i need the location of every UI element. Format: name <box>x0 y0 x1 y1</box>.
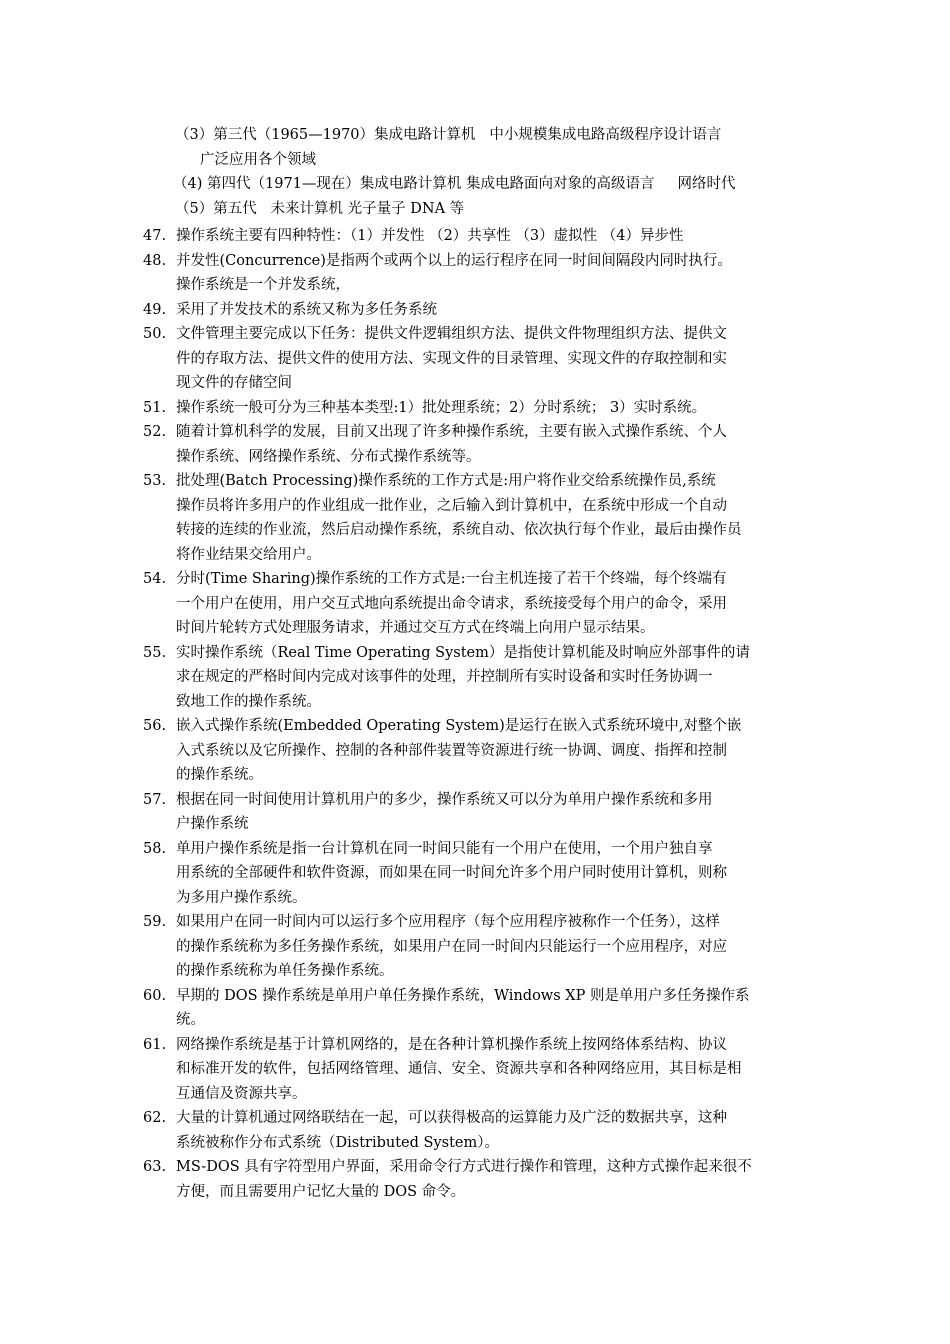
list-item <box>130 224 820 249</box>
list-item <box>130 910 820 984</box>
item-text-line: 现文件的存储空间 <box>176 375 292 391</box>
item-number: 63. <box>143 1159 167 1175</box>
item-number: 58. <box>143 840 167 857</box>
item-text <box>176 837 820 911</box>
item-text-line: 将作业结果交给用户。 <box>176 546 321 563</box>
item-number: 53. <box>143 473 167 489</box>
list-item <box>130 567 820 641</box>
item-number: 50. <box>143 326 167 342</box>
item-text-line: 求在规定的严格时间内完成对该事件的处理，并控制所有实时设备和实时任务协调一 <box>176 669 713 685</box>
generation-4-line: （4) 第四代（1971—现在）集成电路计算机 集成电路面向对象的高级语言 网络时代 <box>173 176 736 192</box>
item-text-line: 的操作系统。 <box>176 767 263 783</box>
item-text-line: 件的存取方法、提供文件的使用方法、实现文件的目录管理、实现文件的存取控制和实 <box>176 350 727 367</box>
item-text <box>176 1155 820 1204</box>
item-text-line: 随着计算机科学的发展，目前又出现了许多种操作系统，主要有嵌入式操作系统、个人 <box>176 424 727 440</box>
item-text-line: 转接的连续的作业流，然后启动操作系统，系统自动、依次执行每个作业，最后由操作员 <box>176 522 742 538</box>
list-item <box>130 469 820 567</box>
item-text <box>176 224 820 249</box>
item-text <box>176 714 820 788</box>
item-text-line: 操作系统一般可分为三种基本类型:1）批处理系统；2）分时系统； 3）实时系统。 <box>176 399 707 416</box>
list-item <box>130 984 820 1033</box>
item-number: 61. <box>143 1036 167 1053</box>
item-text-line: 的操作系统称为多任务操作系统，如果用户在同一时间内只能运行一个应用程序，对应 <box>176 938 727 955</box>
item-text-line: 根据在同一时间使用计算机用户的多少，操作系统又可以分为单用户操作系统和多用 <box>176 791 713 808</box>
item-text-line: 操作员将许多用户的作业组成一批作业，之后输入到计算机中，在系统中形成一个自动 <box>176 497 727 514</box>
item-number: 57. <box>143 791 167 808</box>
item-text-line: 网络操作系统是基于计算机网络的，是在各种计算机操作系统上按网络体系结构、协议 <box>176 1036 727 1053</box>
item-number: 59. <box>143 914 167 930</box>
item-text-line: 操作系统主要有四种特性：（1）并发性 （2）共享性 （3）虚拟性 （4）异步性 <box>176 228 684 244</box>
list-item <box>130 322 820 396</box>
generation-3-line: （3）第三代（1965—1970）集成电路计算机 中小规模集成电路高级程序设计语言 <box>175 127 722 143</box>
item-text-line: 一个用户在使用，用户交互式地向系统提出命令请求，系统接受每个用户的命令，采用 <box>176 595 727 612</box>
item-text-line: MS-DOS 具有字符型用户界面，采用命令行方式进行操作和管理，这种方式操作起来很不 <box>176 1159 752 1175</box>
item-text-line: 如果用户在同一时间内可以运行多个应用程序（每个应用程序被称作一个任务），这样 <box>176 914 720 930</box>
item-number: 56. <box>143 718 167 734</box>
item-number: 49. <box>143 301 167 318</box>
item-text <box>176 910 820 984</box>
list-item <box>130 837 820 911</box>
list-item <box>130 1155 820 1204</box>
list-item <box>130 249 820 298</box>
item-text-line: 单用户操作系统是指一台计算机在同一时间只能有一个用户在使用，一个用户独自享 <box>176 840 713 857</box>
item-text-line: 时间片轮转方式处理服务请求，并通过交互方式在终端上向用户显示结果。 <box>176 620 655 636</box>
list-item <box>130 1033 820 1107</box>
item-text-line: 统。 <box>176 1012 205 1028</box>
item-text-line: 为多用户操作系统。 <box>176 889 307 906</box>
item-text-line: 的操作系统称为单任务操作系统。 <box>176 963 394 979</box>
list-item <box>130 641 820 715</box>
generation-3-continuation: 广泛应用各个领域 <box>200 151 316 168</box>
list-item <box>130 396 820 421</box>
item-number: 55. <box>143 644 167 661</box>
item-text-line: 批处理(Batch Processing)操作系统的工作方式是:用户将作业交给系统操作员,系统 <box>176 473 716 489</box>
item-text <box>176 249 820 298</box>
list-item <box>130 1106 820 1155</box>
item-text-line: 和标准开发的软件，包括网络管理、通信、安全、资源共享和各种网络应用，其目标是相 <box>176 1061 742 1077</box>
item-text <box>176 298 820 323</box>
item-text-line: 大量的计算机通过网络联结在一起，可以获得极高的运算能力及广泛的数据共享，这种 <box>176 1110 727 1126</box>
item-text-line: 互通信及资源共享。 <box>176 1085 307 1102</box>
item-text <box>176 788 820 837</box>
item-text-line: 致地工作的操作系统。 <box>176 693 321 710</box>
item-text <box>176 567 820 641</box>
item-text <box>176 469 820 567</box>
list-item <box>130 788 820 837</box>
item-text-line: 文件管理主要完成以下任务：提供文件逻辑组织方法、提供文件物理组织方法、提供文 <box>176 326 727 342</box>
item-number: 48. <box>143 252 167 269</box>
item-text-line: 入式系统以及它所操作、控制的各种部件装置等资源进行统一协调、调度、指挥和控制 <box>176 742 727 759</box>
item-text-line: 早期的 DOS 操作系统是单用户单任务操作系统，Windows XP 则是单用户多任务操作系 <box>176 987 750 1004</box>
item-text-line: 分时(Time Sharing)操作系统的工作方式是:一台主机连接了若干个终端，每个终端有 <box>176 571 727 587</box>
item-text <box>176 641 820 715</box>
item-text <box>176 420 820 469</box>
item-text-line: 操作系统是一个并发系统， <box>176 277 350 293</box>
item-text <box>176 396 820 421</box>
item-text-line: 并发性(Concurrence)是指两个或两个以上的运行程序在同一时间间隔段内同时执行。 <box>176 252 732 269</box>
item-number: 51. <box>143 399 167 416</box>
item-text-line: 操作系统、网络操作系统、分布式操作系统等。 <box>176 448 481 465</box>
item-text <box>176 1106 820 1155</box>
item-number: 47. <box>143 228 167 244</box>
item-text-line: 户操作系统 <box>176 816 249 832</box>
item-text-line: 采用了并发技术的系统又称为多任务系统 <box>176 301 437 318</box>
numbered-list <box>130 224 820 1204</box>
generation-5-line: （5）第五代 未来计算机 光子量子 DNA 等 <box>175 200 465 217</box>
item-number: 62. <box>143 1110 167 1126</box>
list-item <box>130 714 820 788</box>
item-text-line: 方便，而且需要用户记忆大量的 DOS 命令。 <box>176 1183 466 1200</box>
list-item <box>130 420 820 469</box>
list-item <box>130 298 820 323</box>
item-text-line: 实时操作系统（Real Time Operating System）是指使计算机能及时响应外部事件的请 <box>176 644 750 661</box>
item-number: 54. <box>143 571 167 587</box>
item-text <box>176 322 820 396</box>
item-text <box>176 1033 820 1107</box>
item-number: 52. <box>143 424 167 440</box>
computer-generations-section <box>175 123 835 221</box>
item-text <box>176 984 820 1033</box>
item-text-line: 系统被称作分布式系统（Distributed System）。 <box>176 1134 499 1151</box>
item-text-line: 用系统的全部硬件和软件资源，而如果在同一时间允许多个用户同时使用计算机，则称 <box>176 865 727 881</box>
item-number: 60. <box>143 987 167 1004</box>
item-text-line: 嵌入式操作系统(Embedded Operating System)是运行在嵌入式系统环境中,对整个嵌 <box>176 718 742 734</box>
